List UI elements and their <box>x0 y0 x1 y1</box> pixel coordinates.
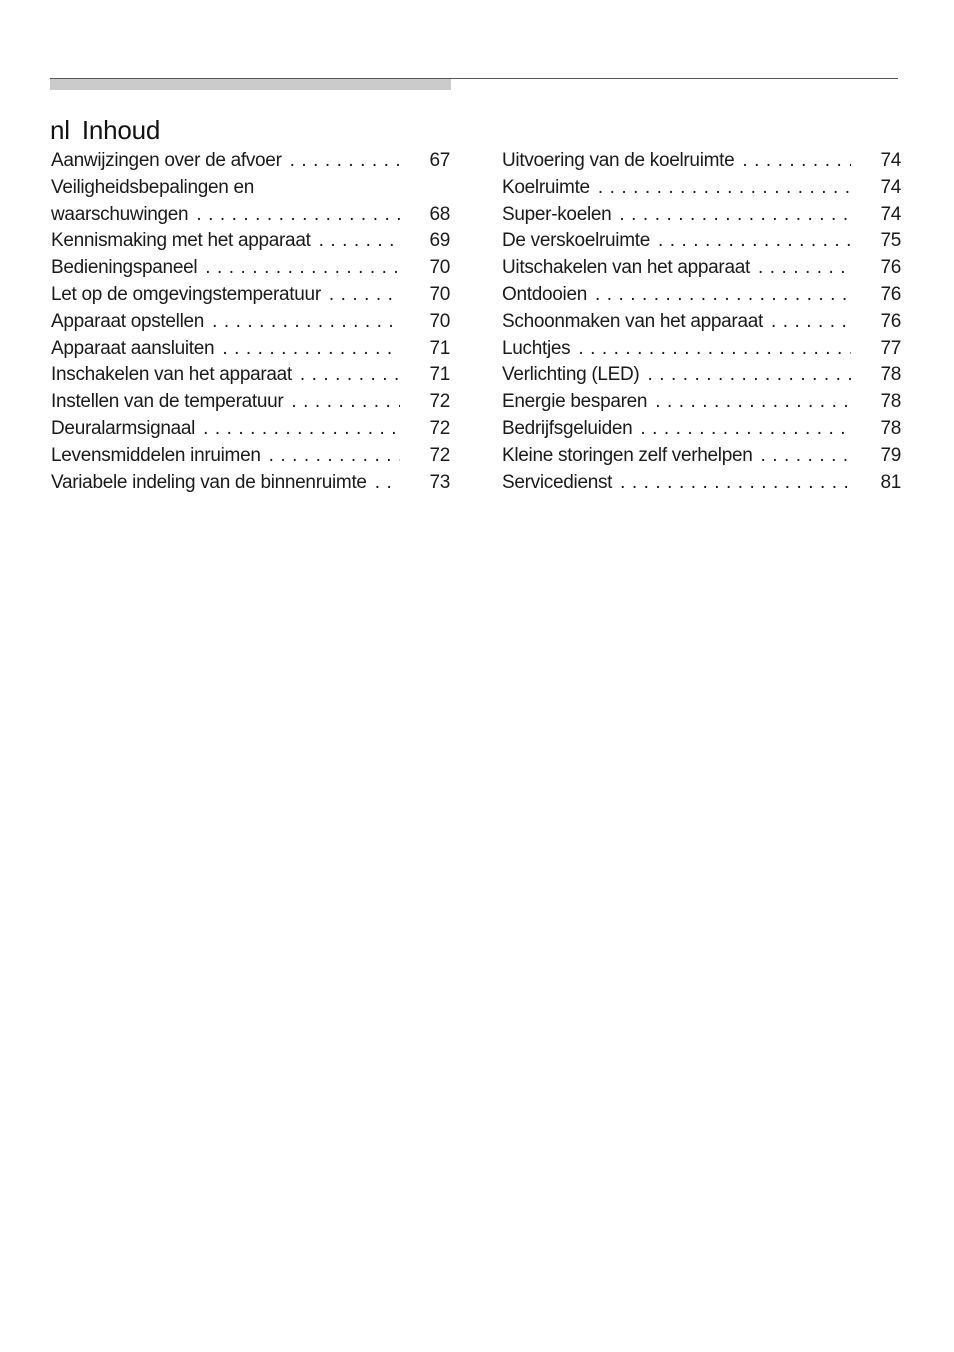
toc-leader-dots <box>655 389 851 416</box>
toc-entry-label: Uitschakelen van het apparaat <box>502 257 750 279</box>
toc-entry-page: 67 <box>429 150 450 171</box>
toc-entry-label: Levensmiddelen inruimen <box>51 444 261 466</box>
toc-entry-page: 70 <box>429 310 450 332</box>
toc-entry[interactable] <box>502 309 901 336</box>
toc-entry-page: 78 <box>880 364 901 386</box>
toc-entry-page: 70 <box>429 257 450 279</box>
toc-entry-label: Schoonmaken van het apparaat <box>502 310 763 332</box>
toc-entry[interactable] <box>51 309 450 336</box>
toc-entry-page: 76 <box>880 257 901 279</box>
toc-entry-label: Bedieningspaneel <box>51 257 198 279</box>
toc-entry[interactable] <box>51 282 450 309</box>
toc-entry[interactable] <box>502 443 901 470</box>
toc-entry[interactable] <box>502 255 901 282</box>
toc-leader-dots <box>578 336 851 363</box>
toc-entry-label: Servicedienst <box>502 471 613 493</box>
toc-entry[interactable] <box>51 470 450 497</box>
toc-leader-dots <box>203 416 400 443</box>
toc-leader-dots <box>658 228 851 255</box>
title-text: Inhoud <box>81 115 161 146</box>
toc-entry[interactable] <box>502 416 901 443</box>
toc-entry-label: Ontdooien <box>502 283 587 305</box>
toc-entry[interactable] <box>502 362 901 389</box>
toc-leader-dots <box>329 282 400 309</box>
toc-entry[interactable] <box>502 148 901 175</box>
toc-leader-dots <box>375 470 400 497</box>
toc-leader-dots <box>222 336 400 363</box>
toc-entry-page: 74 <box>880 150 901 171</box>
toc-entry-label: Luchtjes <box>502 337 571 359</box>
toc-entry-page: 70 <box>429 283 450 305</box>
toc-leader-dots <box>758 255 851 282</box>
toc-entry[interactable] <box>51 362 450 389</box>
page-title <box>50 115 160 146</box>
toc-entry-label: De verskoelruimte <box>502 230 651 252</box>
toc-leader-dots <box>771 309 851 336</box>
toc-entry-label: Verlichting (LED) <box>502 364 640 386</box>
toc-entry-page: 78 <box>880 391 901 413</box>
header-accent-bar <box>50 78 451 90</box>
toc-entry-page: 76 <box>880 310 901 332</box>
toc-entry-page: 68 <box>429 203 450 225</box>
toc-entry[interactable] <box>51 443 450 470</box>
toc-leader-dots <box>595 282 851 309</box>
toc-entry-label: Uitvoering van de koelruimte <box>502 150 735 171</box>
toc-entry-page: 71 <box>429 364 450 386</box>
toc-leader-dots <box>212 309 400 336</box>
toc-entry-page: 75 <box>880 230 901 252</box>
toc-entry-page: 74 <box>880 176 901 198</box>
toc-entry-label-line1: Veiligheidsbepalingen en <box>51 176 255 198</box>
toc-entry-page: 71 <box>429 337 450 359</box>
toc-entry-label: Energie besparen <box>502 391 648 413</box>
toc-entry[interactable] <box>51 228 450 255</box>
toc-entry-label: Koelruimte <box>502 176 590 198</box>
toc-entry-label: Bedrijfsgeluiden <box>502 417 633 439</box>
toc-leader-dots <box>761 443 851 470</box>
toc-entry[interactable] <box>502 175 901 202</box>
toc-entry-label: Kleine storingen zelf verhelpen <box>502 444 753 466</box>
toc-entry-label: Aanwijzingen over de afvoer <box>51 150 282 171</box>
toc-entry-page: 72 <box>429 417 450 439</box>
toc-entry-label: Deuralarmsignaal <box>51 417 196 439</box>
toc-leader-dots <box>291 389 400 416</box>
toc-leader-dots <box>269 443 400 470</box>
toc-column-right <box>502 148 901 496</box>
toc-column-left <box>51 148 450 496</box>
toc-entry-label: Variabele indeling van de binnenruimte <box>51 471 367 493</box>
toc-entry-page: 73 <box>429 471 450 493</box>
toc-entry-label: Kennismaking met het apparaat <box>51 230 311 252</box>
toc-entry-page: 72 <box>429 391 450 413</box>
toc-entry-label: waarschuwingen <box>51 203 189 225</box>
toc-entry-label: Let op de omgevingstemperatuur <box>51 283 321 305</box>
toc-entry-page: 72 <box>429 444 450 466</box>
toc-entry[interactable] <box>502 202 901 229</box>
toc-entry-page: 81 <box>880 471 901 493</box>
toc-entry[interactable] <box>51 175 450 229</box>
toc-leader-dots <box>300 362 400 389</box>
toc-entry-label: Super-koelen <box>502 203 612 225</box>
toc-leader-dots <box>205 255 400 282</box>
toc-entry-page: 76 <box>880 283 901 305</box>
toc-leader-dots <box>620 470 851 497</box>
toc-entry-page: 77 <box>880 337 901 359</box>
toc-entry-label: Apparaat aansluiten <box>51 337 215 359</box>
toc-leader-dots <box>319 228 400 255</box>
toc-entry[interactable] <box>51 389 450 416</box>
toc-entry-page: 69 <box>429 230 450 252</box>
toc-leader-dots <box>196 202 400 229</box>
toc-leader-dots <box>742 148 851 175</box>
toc-leader-dots <box>290 148 400 175</box>
toc-entry-label: Inschakelen van het apparaat <box>51 364 292 386</box>
toc-entry[interactable] <box>51 255 450 282</box>
toc-entry[interactable] <box>51 148 450 175</box>
toc-leader-dots <box>647 362 851 389</box>
toc-leader-dots <box>640 416 851 443</box>
header-rule <box>50 78 898 79</box>
toc-entry-page: 78 <box>880 417 901 439</box>
toc-entry[interactable] <box>51 416 450 443</box>
toc-entry[interactable] <box>502 470 901 497</box>
toc-entry-label: Apparaat opstellen <box>51 310 205 332</box>
toc-entry-page: 74 <box>880 203 901 225</box>
toc-leader-dots <box>598 175 851 202</box>
toc-entry[interactable] <box>502 228 901 255</box>
toc-entry[interactable] <box>502 336 901 363</box>
toc-entry-page: 79 <box>880 444 901 466</box>
toc-leader-dots <box>619 202 851 229</box>
toc-entry-label: Instellen van de temperatuur <box>51 391 284 413</box>
toc-entry[interactable] <box>502 282 901 309</box>
language-code: nl <box>50 115 70 146</box>
toc-entry[interactable] <box>502 389 901 416</box>
toc-entry[interactable] <box>51 336 450 363</box>
